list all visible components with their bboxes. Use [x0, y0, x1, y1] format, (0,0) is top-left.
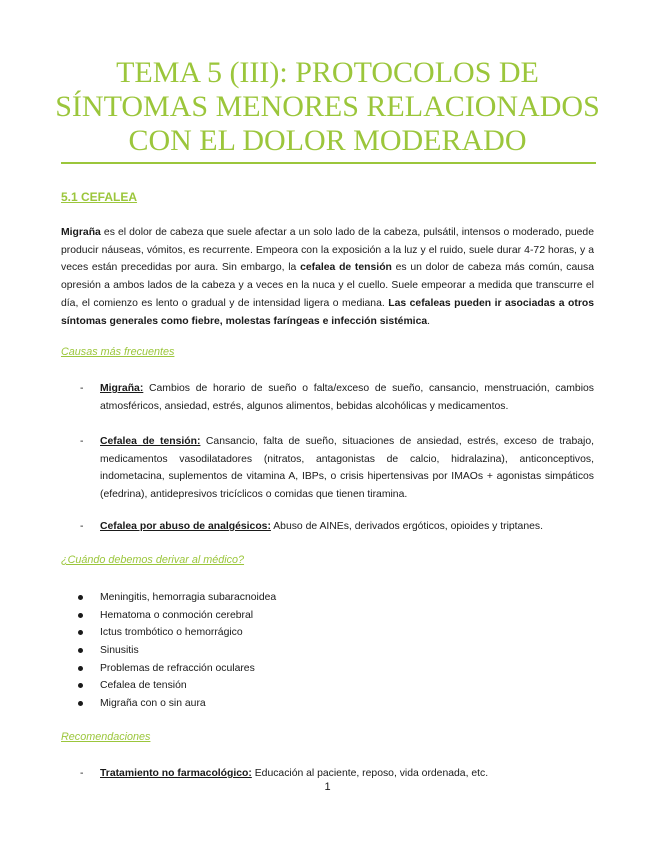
document-title-line-3: CON EL DOLOR MODERADO: [128, 124, 527, 157]
document-title-line-2: SÍNTOMAS MENORES RELACIONADOS: [55, 90, 600, 123]
bullet-icon: [78, 613, 83, 618]
bullet-icon: [78, 683, 83, 688]
bullet-icon: [78, 701, 83, 706]
intro-paragraph: [61, 224, 594, 330]
recommendations-heading: Recomendaciones: [61, 731, 151, 743]
bullet-icon: [78, 595, 83, 600]
bullet-icon: [78, 648, 83, 653]
cause-item-content: [100, 380, 594, 415]
cause-item-text: Cambios de horario de sueño o falta/exceso de sueño, cansancio, menstruación, cambios atmosféricos, ansiedad, estrés, algunos alimentos, bebidas alcohólicas y medicamentos.: [100, 383, 594, 412]
cause-item-lead: Cefalea de tensión:: [100, 436, 201, 447]
migraine-term: Migraña: [61, 227, 101, 238]
referral-heading: ¿Cuándo debemos derivar al médico?: [61, 554, 245, 566]
bullet-icon: [78, 666, 83, 671]
list-item: Migraña con o sin aura: [61, 695, 594, 713]
list-item: Sinusitis: [61, 642, 594, 660]
referral-list: [61, 589, 594, 713]
dash-marker: -: [80, 383, 84, 394]
bullet-icon: [78, 630, 83, 635]
cause-item-lead: Migraña:: [100, 383, 144, 394]
cause-item-lead: Cefalea por abuso de analgésicos:: [100, 521, 271, 532]
tension-headache-term: cefalea de tensión: [300, 262, 392, 274]
causes-heading: Causas más frecuentes: [61, 346, 175, 358]
recommendation-item-lead: Tratamiento no farmacológico:: [100, 768, 252, 779]
intro-end-punctuation: .: [427, 315, 431, 327]
associated-symptoms-note: Las cefaleas pueden ir asociadas a otros síntomas generales como fiebre, molestas faríngeas e infección sistémica: [61, 297, 594, 327]
cause-item-content: [100, 433, 594, 504]
cause-item-text: Cansancio, falta de sueño, situaciones de ansiedad, estrés, exceso de trabajo, medicamentos vasodilatadores (nitratos, antagonistas de calcio, hidralazina), anticonceptivos, indometacina, suplementos de vitamina A, IBPs, o crisis hipertensivas por IMAOs + agonistas simpáticos (efedrina), antidepresivos tricíclicos o comidas que tienen tiramina.: [100, 436, 594, 501]
tension-headache-description: es un dolor de cabeza más común, causa opresión a ambos lados de la cabeza y a veces en la nuca y el cuello. Suele empeorar a medida que transcurre el día, el comienzo es lento o gradual y de intensidad ligera o mediana.: [61, 262, 594, 309]
cause-item-content: [100, 518, 594, 536]
title-divider: [61, 162, 596, 164]
migraine-description: es el dolor de cabeza que suele afectar a un solo lado de la cabeza, pulsátil, intensos o moderado, puede producir náuseas, vómitos, es recurrente. Empeora con la exposición a la luz y el ruido, suele durar 4-72 horas, y a veces están precedidas por aura. Sin embargo, la: [61, 227, 594, 274]
list-item: Hematoma o conmoción cerebral: [61, 607, 594, 625]
dash-marker: -: [80, 436, 84, 447]
section-heading: 5.1 CEFALEA: [61, 190, 138, 204]
list-item: Problemas de refracción oculares: [61, 660, 594, 678]
page-number: 1: [324, 781, 331, 793]
cause-item-text: Abuso de AINEs, derivados ergóticos, opioides y triptanes.: [270, 521, 543, 532]
recommendation-item-text: Educación al paciente, reposo, vida ordenada, etc.: [251, 768, 489, 779]
list-item: Meningitis, hemorragia subaracnoidea: [61, 589, 594, 607]
document-title-line-1: TEMA 5 (III): PROTOCOLOS DE: [116, 56, 539, 89]
dash-marker: -: [80, 768, 84, 779]
list-item: Cefalea de tensión: [61, 677, 594, 695]
dash-marker: -: [80, 521, 84, 532]
list-item: Ictus trombótico o hemorrágico: [61, 624, 594, 642]
